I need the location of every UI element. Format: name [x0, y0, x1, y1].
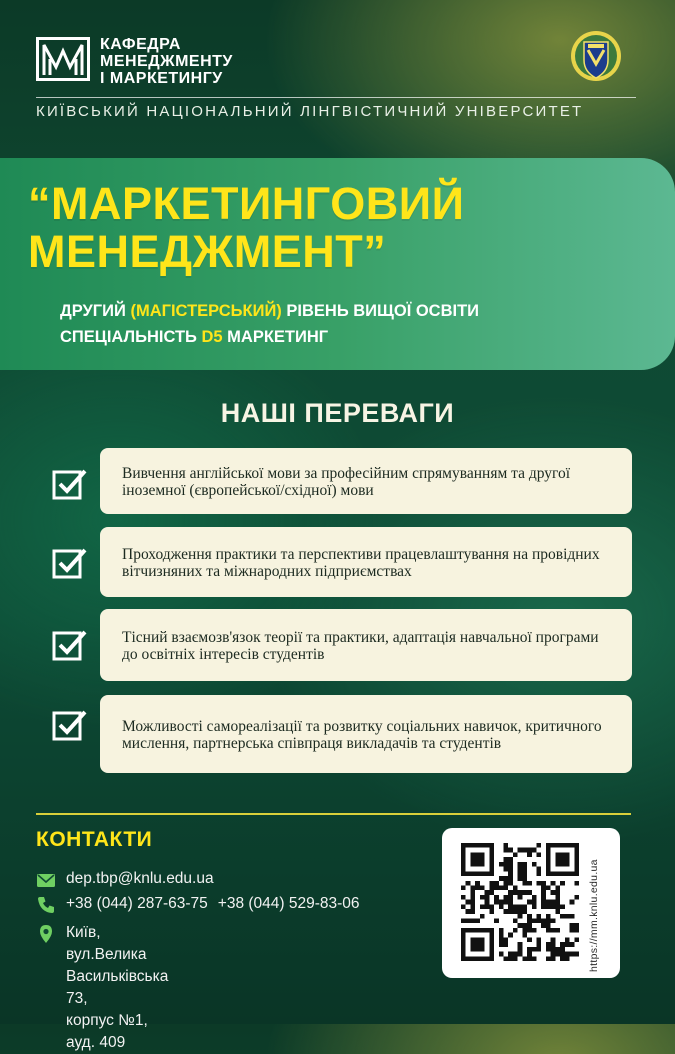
department-name: КАФЕДРА МЕНЕДЖМЕНТУ І МАРКЕТИНГУ	[100, 36, 233, 87]
degree-level-line	[60, 298, 660, 324]
specialty-name: МАРКЕТИНГ	[222, 328, 329, 346]
qr-code-icon[interactable]	[461, 843, 579, 961]
contacts-divider	[36, 813, 631, 815]
advantage-card: Тісний взаємозв'язок теорії та практики, адаптація навчальної програми до освітніх інтересів студентів	[100, 609, 632, 681]
university-emblem-icon	[570, 28, 622, 84]
specialty-code: D5	[201, 328, 223, 346]
address-text: Київ, вул.Велика Васильківська 73, корпус №1, ауд. 409	[66, 924, 169, 1051]
phone-icon	[36, 895, 56, 915]
program-subtitle	[60, 298, 660, 350]
advantages-heading: НАШІ ПЕРЕВАГИ	[220, 398, 455, 428]
checkbox-check-icon	[52, 627, 88, 663]
checkbox-check-icon	[52, 466, 88, 502]
specialty-line	[60, 324, 660, 350]
department-logo-icon	[36, 37, 90, 81]
degree-text: ДРУГИЙ	[60, 302, 131, 320]
phone-number-1[interactable]: +38 (044) 287-63-75	[66, 895, 208, 912]
location-pin-icon	[36, 924, 56, 944]
phone-number-2[interactable]: +38 (044) 529-83-06	[217, 895, 360, 912]
contacts-heading: КОНТАКТИ	[36, 828, 153, 851]
envelope-icon	[36, 870, 56, 890]
checkbox-check-icon	[52, 545, 88, 581]
university-name: КИЇВСЬКИЙ НАЦІОНАЛЬНИЙ ЛІНГВІСТИЧНИЙ УНІВЕРСИТЕТ	[36, 103, 584, 120]
checkbox-check-icon	[52, 707, 88, 743]
header-divider	[36, 97, 636, 98]
phone-numbers	[66, 895, 360, 913]
advantage-card: Проходження практики та перспективи працевлаштування на провідних вітчизняних та міжнародних підприємствах	[100, 527, 632, 597]
program-title: “МАРКЕТИНГОВИЙ МЕНЕДЖМЕНТ”	[28, 178, 465, 277]
advantage-card: Можливості самореалізації та розвитку соціальних навичок, критичного мислення, партнерська співпраця викладачів та студентів	[100, 695, 632, 773]
advantage-card: Вивчення англійської мови за професійним спрямуванням та другої іноземної (європейської/східної) мови	[100, 448, 632, 514]
specialty-text: СПЕЦІАЛЬНІСТЬ	[60, 328, 202, 346]
qr-url[interactable]: https://mm.knlu.edu.ua	[588, 859, 600, 972]
degree-text-end: РІВЕНЬ ВИЩОЇ ОСВІТИ	[281, 302, 480, 320]
email-link[interactable]: dep.tbp@knlu.edu.ua	[66, 870, 214, 887]
degree-highlight: (МАГІСТЕРСЬКИЙ)	[130, 302, 282, 320]
